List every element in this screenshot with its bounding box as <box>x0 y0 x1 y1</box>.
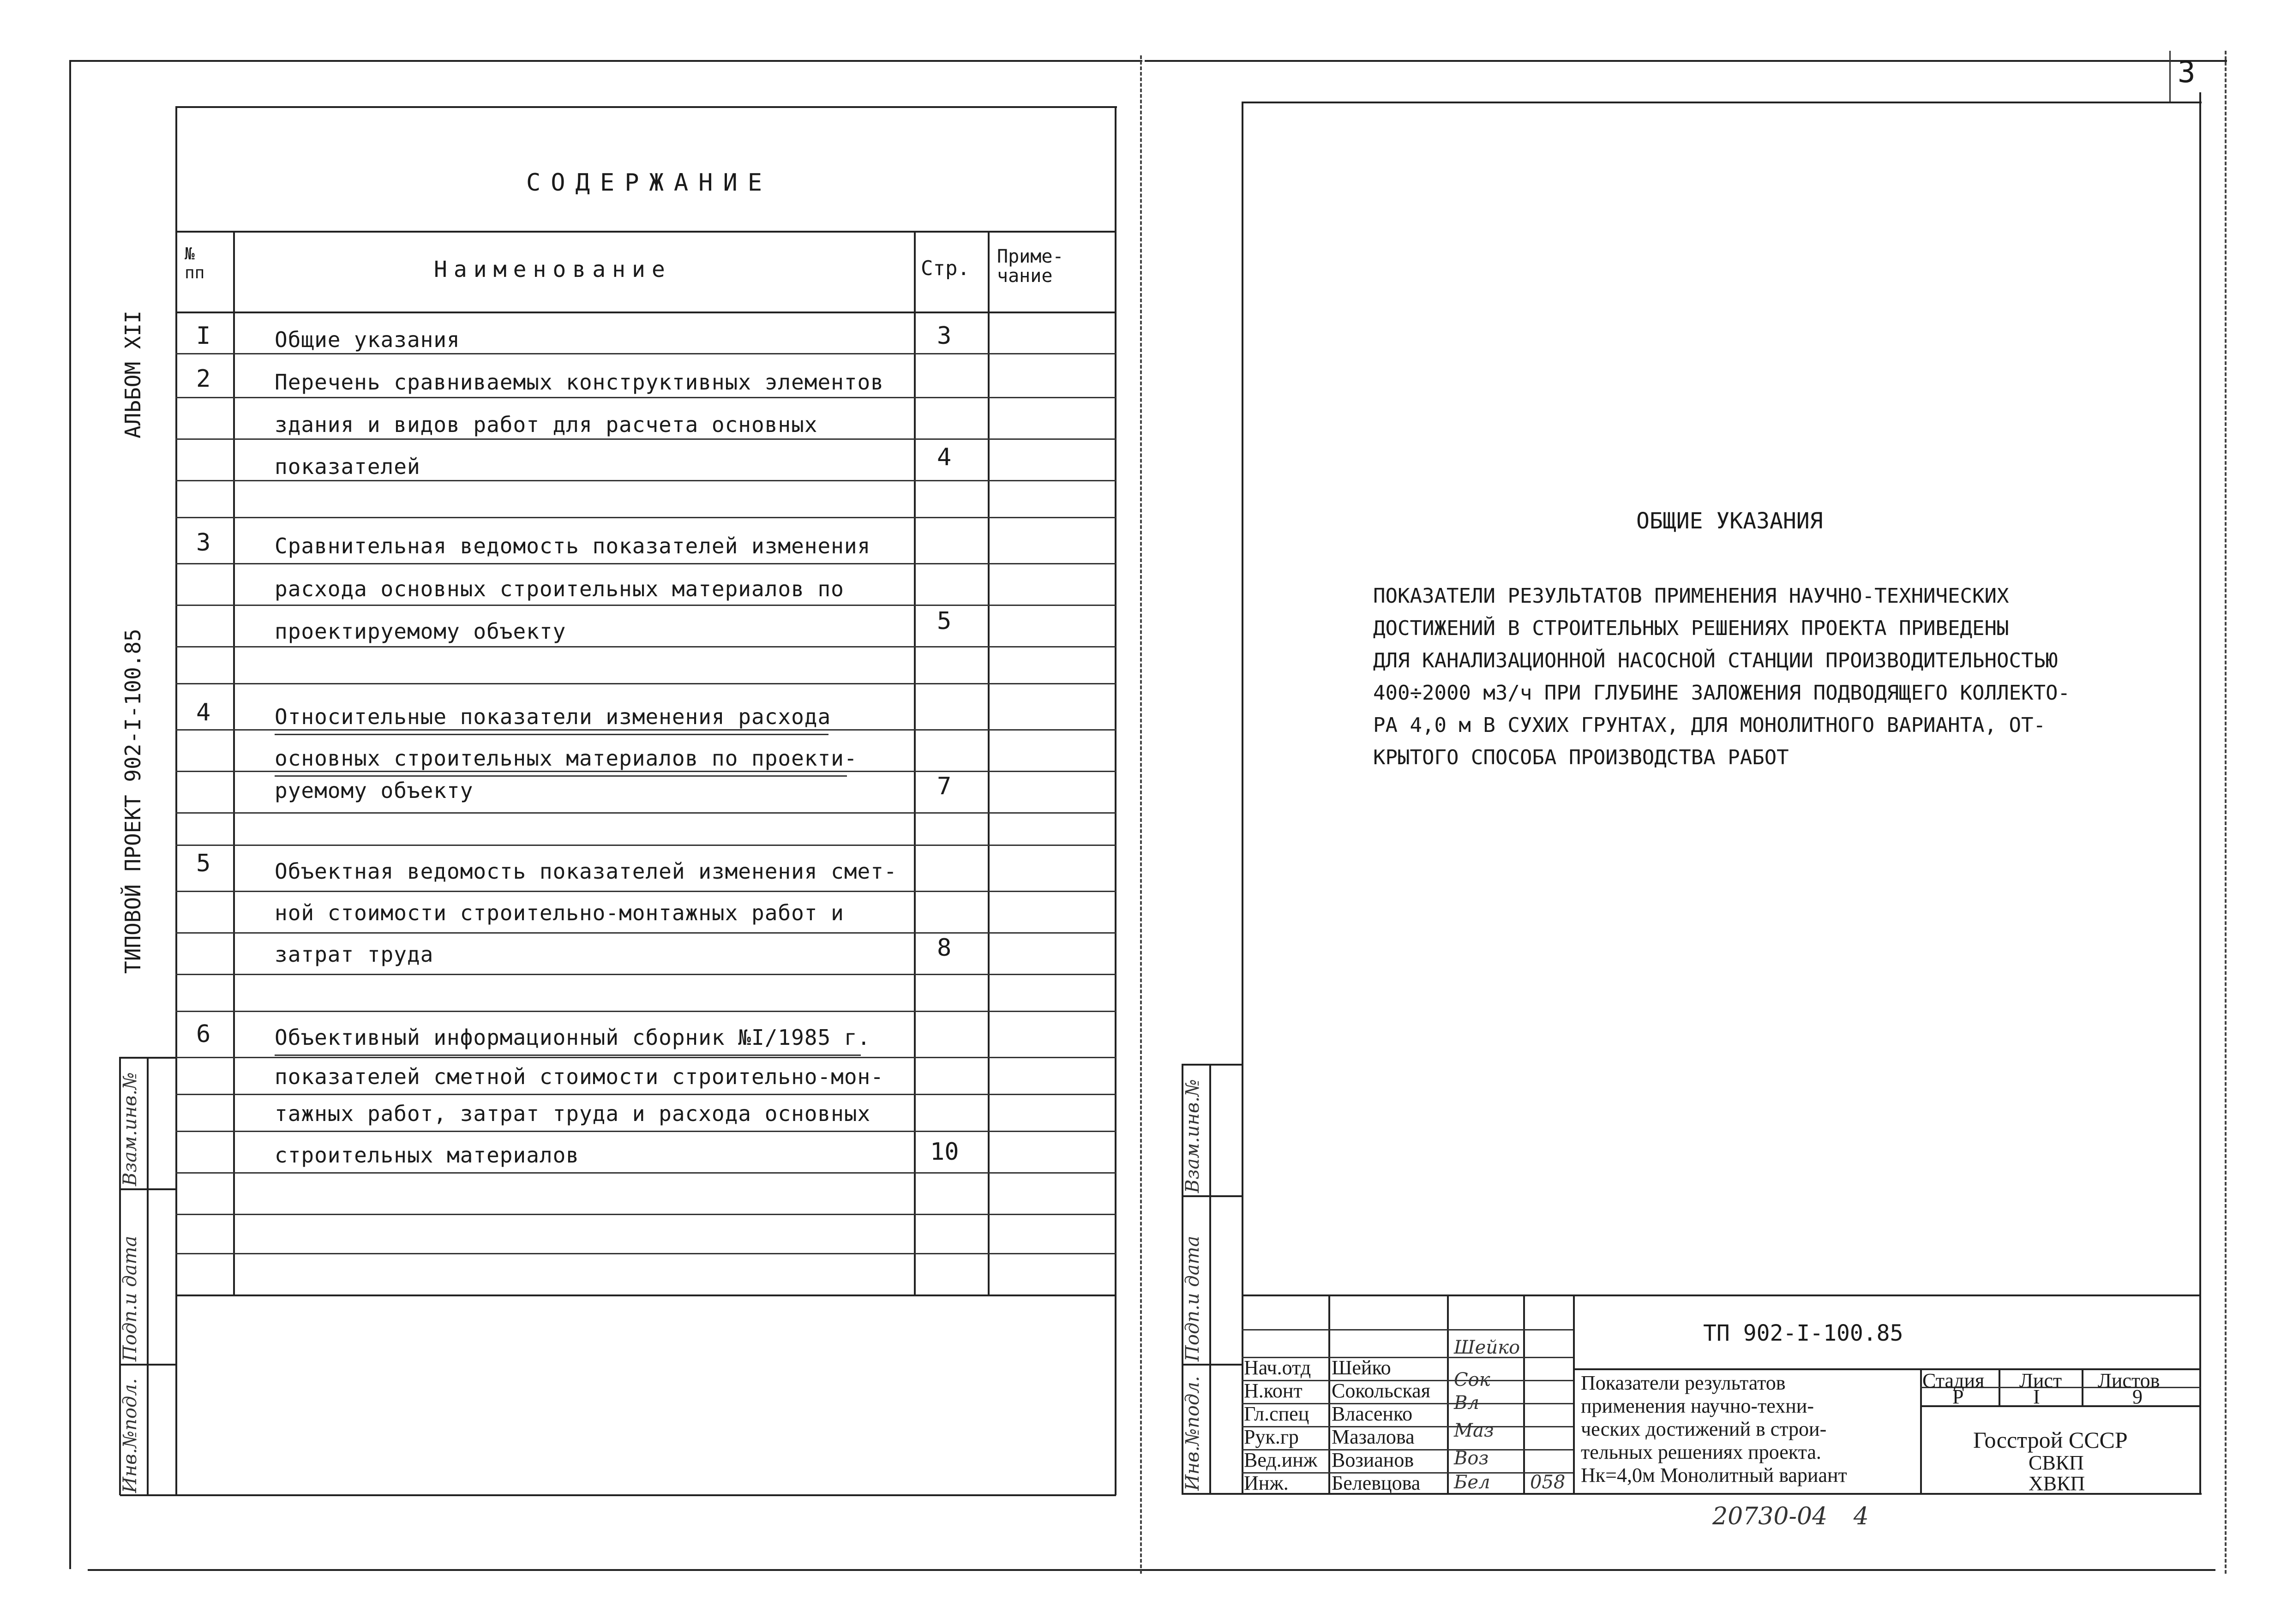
toc-row-page: 8 <box>937 934 952 962</box>
toc-row-line-text: показателей сметной стоимости строительно-мон- <box>275 1064 884 1089</box>
right-frame-left <box>1242 102 1243 1494</box>
stamp-role: Гл.спец <box>1244 1402 1309 1425</box>
underline <box>275 734 828 735</box>
left-frame-bottom <box>120 1494 1116 1496</box>
stamp-stage: Р <box>1952 1385 1964 1408</box>
stamp-code: ТП 902-I-100.85 <box>1703 1320 1903 1346</box>
stamp-signature: Маз <box>1454 1420 1494 1441</box>
left-frame-left <box>175 106 177 1495</box>
margin-label: Инв.№подл. <box>120 1378 141 1493</box>
stamp-description: Показатели результатов <box>1581 1372 1786 1394</box>
toc-row-line-text: Объективный информационный сборник №I/1985 г. <box>275 1025 871 1050</box>
toc-row-line <box>175 1057 1116 1058</box>
toc-row-line <box>175 771 1116 772</box>
toc-row-num: 4 <box>196 699 211 726</box>
body-line: 400÷2000 м3/ч ПРИ ГЛУБИНЕ ЗАЛОЖЕНИЯ ПОДВОДЯЩЕГО КОЛЛЕКТО- <box>1373 681 2070 705</box>
toc-row-line-text: расхода основных строительных материалов по <box>275 576 844 601</box>
stamp-role: Нач.отд <box>1244 1356 1311 1379</box>
general-instructions-heading: ОБЩИЕ УКАЗАНИЯ <box>1636 508 1823 534</box>
stamp-name: Возианов <box>1332 1449 1414 1471</box>
toc-row-line <box>175 517 1116 518</box>
margin-line <box>119 1057 176 1059</box>
toc-row-num: 6 <box>196 1020 211 1048</box>
toc-row-line-text: Относительные показатели изменения расхода <box>275 704 831 729</box>
toc-row-line-text: затрат труда <box>275 942 434 967</box>
toc-row-line-text: показателей <box>275 454 420 479</box>
page-number: 3 <box>2178 55 2196 90</box>
margin-label: Подп.и дата <box>1182 1235 1203 1361</box>
toc-row-line <box>175 932 1116 934</box>
stamp-sheet: I <box>2033 1385 2040 1408</box>
underline <box>275 775 847 777</box>
toc-row-line <box>175 891 1116 892</box>
toc-row-line <box>175 1253 1116 1254</box>
toc-row-line <box>175 812 1116 814</box>
right-frame-top <box>1242 102 2202 103</box>
stamp-line <box>1573 1294 1575 1493</box>
toc-row-page: 4 <box>937 443 952 471</box>
toc-row-line <box>175 1172 1116 1174</box>
toc-row-line-text: здания и видов работ для расчета основных <box>275 412 818 437</box>
toc-row-page: 7 <box>937 773 952 800</box>
stamp-org: Госстрой СССР <box>1973 1427 2128 1453</box>
body-line: ПОКАЗАТЕЛИ РЕЗУЛЬТАТОВ ПРИМЕНЕНИЯ НАУЧНО-ТЕХНИЧЕСКИХ <box>1373 584 2009 608</box>
toc-header-page: Стр. <box>921 257 970 280</box>
toc-row-line <box>175 1011 1116 1012</box>
outer-frame-left <box>69 60 71 1569</box>
right-outer-top <box>1145 60 2227 62</box>
toc-row-line <box>175 845 1116 846</box>
toc-row-line-text: строительных материалов <box>275 1143 579 1168</box>
toc-row-line-text: руемому объекту <box>275 778 474 803</box>
outer-frame-bottom <box>88 1569 2215 1571</box>
stamp-line <box>1328 1294 1330 1493</box>
margin-line <box>1182 1064 1243 1066</box>
stamp-sheet-label: Лист <box>2019 1369 2062 1392</box>
toc-row-line <box>175 397 1116 398</box>
toc-row-line <box>175 974 1116 975</box>
stamp-description: тельных решениях проекта. <box>1581 1441 1821 1463</box>
toc-row-line <box>175 1094 1116 1095</box>
stamp-name: Мазалова <box>1332 1426 1415 1448</box>
toc-row-line <box>175 563 1116 564</box>
toc-row-line-text: основных строительных материалов по проекти- <box>275 746 858 771</box>
stamp-description: Нк=4,0м Монолитный вариант <box>1581 1464 1847 1486</box>
toc-row-line-text: проектируемому объекту <box>275 619 566 644</box>
body-line: ДЛЯ КАНАЛИЗАЦИОННОЙ НАСОСНОЙ СТАНЦИИ ПРОИЗВОДИТЕЛЬНОСТЬЮ <box>1373 649 2058 672</box>
project-label: ТИПОВОЙ ПРОЕКТ 902-I-100.85 <box>120 629 145 974</box>
margin-label: Инв.№подл. <box>1182 1376 1203 1491</box>
toc-row-line <box>175 729 1116 731</box>
stamp-org: СВКП <box>2029 1451 2084 1474</box>
stamp-role: Инж. <box>1244 1472 1289 1494</box>
toc-row-page: 3 <box>937 322 952 350</box>
stamp-sheets: 9 <box>2132 1385 2143 1408</box>
album-label: АЛЬБОМ XII <box>120 311 145 438</box>
toc-row-line <box>175 683 1116 684</box>
margin-line <box>147 1057 149 1495</box>
toc-title: СОДЕРЖАНИЕ <box>526 169 773 197</box>
margin-label: Взам.инв.№ <box>1182 1079 1203 1193</box>
toc-col-page <box>914 231 916 1294</box>
center-fold-line <box>1140 55 1142 1574</box>
toc-row-line <box>175 1131 1116 1132</box>
stamp-stage-label: Стадия <box>1922 1369 1985 1392</box>
margin-line <box>1209 1064 1211 1493</box>
stamp-role: Н.конт <box>1244 1379 1303 1402</box>
stamp-signature: Бел <box>1454 1472 1490 1493</box>
stamp-name: Сокольская <box>1332 1379 1430 1402</box>
toc-row-line <box>175 605 1116 606</box>
outer-frame-top <box>69 60 1142 62</box>
toc-row-line <box>175 480 1116 481</box>
stamp-signature: Вл <box>1454 1392 1479 1414</box>
toc-header-note: Приме- чание <box>997 246 1064 287</box>
toc-row-line <box>175 646 1116 647</box>
toc-row-num: I <box>196 322 211 350</box>
margin-line <box>119 1364 176 1366</box>
margin-line <box>119 1188 176 1190</box>
body-line: РА 4,0 м В СУХИХ ГРУНТАХ, ДЛЯ МОНОЛИТНОГО ВАРИАНТА, ОТ- <box>1373 713 2046 737</box>
toc-header-num: № пп <box>185 245 205 283</box>
stamp-name: Белевцова <box>1332 1472 1421 1494</box>
toc-row-line-text: тажных работ, затрат труда и расхода основных <box>275 1101 871 1126</box>
underline <box>275 1055 861 1056</box>
body-line: ДОСТИЖЕНИЙ В СТРОИТЕЛЬНЫХ РЕШЕНИЯХ ПРОЕКТА ПРИВЕДЕНЫ <box>1373 617 2009 640</box>
stamp-role: Рук.гр <box>1244 1426 1299 1448</box>
stamp-line <box>1523 1294 1525 1493</box>
stamp-signature: Сок <box>1454 1369 1490 1390</box>
margin-label: Подп.и дата <box>120 1235 141 1361</box>
toc-col-note <box>988 231 990 1294</box>
toc-row-line-text: Сравнительная ведомость показателей изменения <box>275 533 871 558</box>
stamp-signature: Шейко <box>1454 1337 1520 1358</box>
toc-row-num: 2 <box>196 365 211 393</box>
right-edge-line <box>2225 51 2227 1574</box>
stamp-signature: Воз <box>1454 1448 1489 1469</box>
toc-bottom <box>175 1294 1116 1296</box>
stamp-sheets-label: Листов <box>2098 1369 2160 1392</box>
stamp-description: применения научно-техни- <box>1581 1395 1814 1417</box>
left-frame-top <box>175 106 1117 108</box>
toc-row-line <box>175 438 1116 440</box>
stamp-row-line <box>1242 1329 1573 1330</box>
toc-row-num: 3 <box>196 529 211 557</box>
page-box-line <box>2169 51 2171 102</box>
margin-line <box>1182 1195 1243 1197</box>
toc-header-name: Наименование <box>434 257 672 282</box>
toc-header-top <box>175 231 1116 233</box>
toc-col-num <box>233 231 235 1294</box>
stamp-org: ХВКП <box>2029 1472 2085 1495</box>
stamp-description: ческих достижений в строи- <box>1581 1418 1827 1440</box>
margin-line <box>1182 1364 1243 1366</box>
stamp-date-mark: 058 <box>1530 1472 1566 1493</box>
bottom-note: 20730-04 4 <box>1712 1503 1869 1530</box>
margin-label: Взам.инв.№ <box>120 1072 141 1186</box>
toc-row-line <box>175 353 1116 354</box>
stamp-line <box>1242 1294 2200 1296</box>
toc-row-line-text: Общие указания <box>275 327 460 352</box>
stamp-role: Вед.инж <box>1244 1449 1318 1471</box>
toc-row-num: 5 <box>196 850 211 877</box>
stamp-name: Шейко <box>1332 1356 1391 1379</box>
left-frame-right <box>1115 106 1116 1495</box>
toc-row-line-text: ной стоимости строительно-монтажных работ и <box>275 900 844 925</box>
right-frame-right <box>2199 92 2201 1493</box>
toc-row-page: 5 <box>937 607 952 635</box>
toc-row-line-text: Перечень сравниваемых конструктивных элементов <box>275 370 884 395</box>
stamp-name: Власенко <box>1332 1402 1413 1425</box>
stamp-line <box>1447 1294 1449 1493</box>
toc-header-bottom <box>175 312 1116 313</box>
toc-row-line-text: Объектная ведомость показателей изменения смет- <box>275 859 897 884</box>
body-line: КРЫТОГО СПОСОБА ПРОИЗВОДСТВА РАБОТ <box>1373 746 1789 769</box>
toc-row-line <box>175 1214 1116 1215</box>
toc-row-page: 10 <box>930 1138 959 1166</box>
